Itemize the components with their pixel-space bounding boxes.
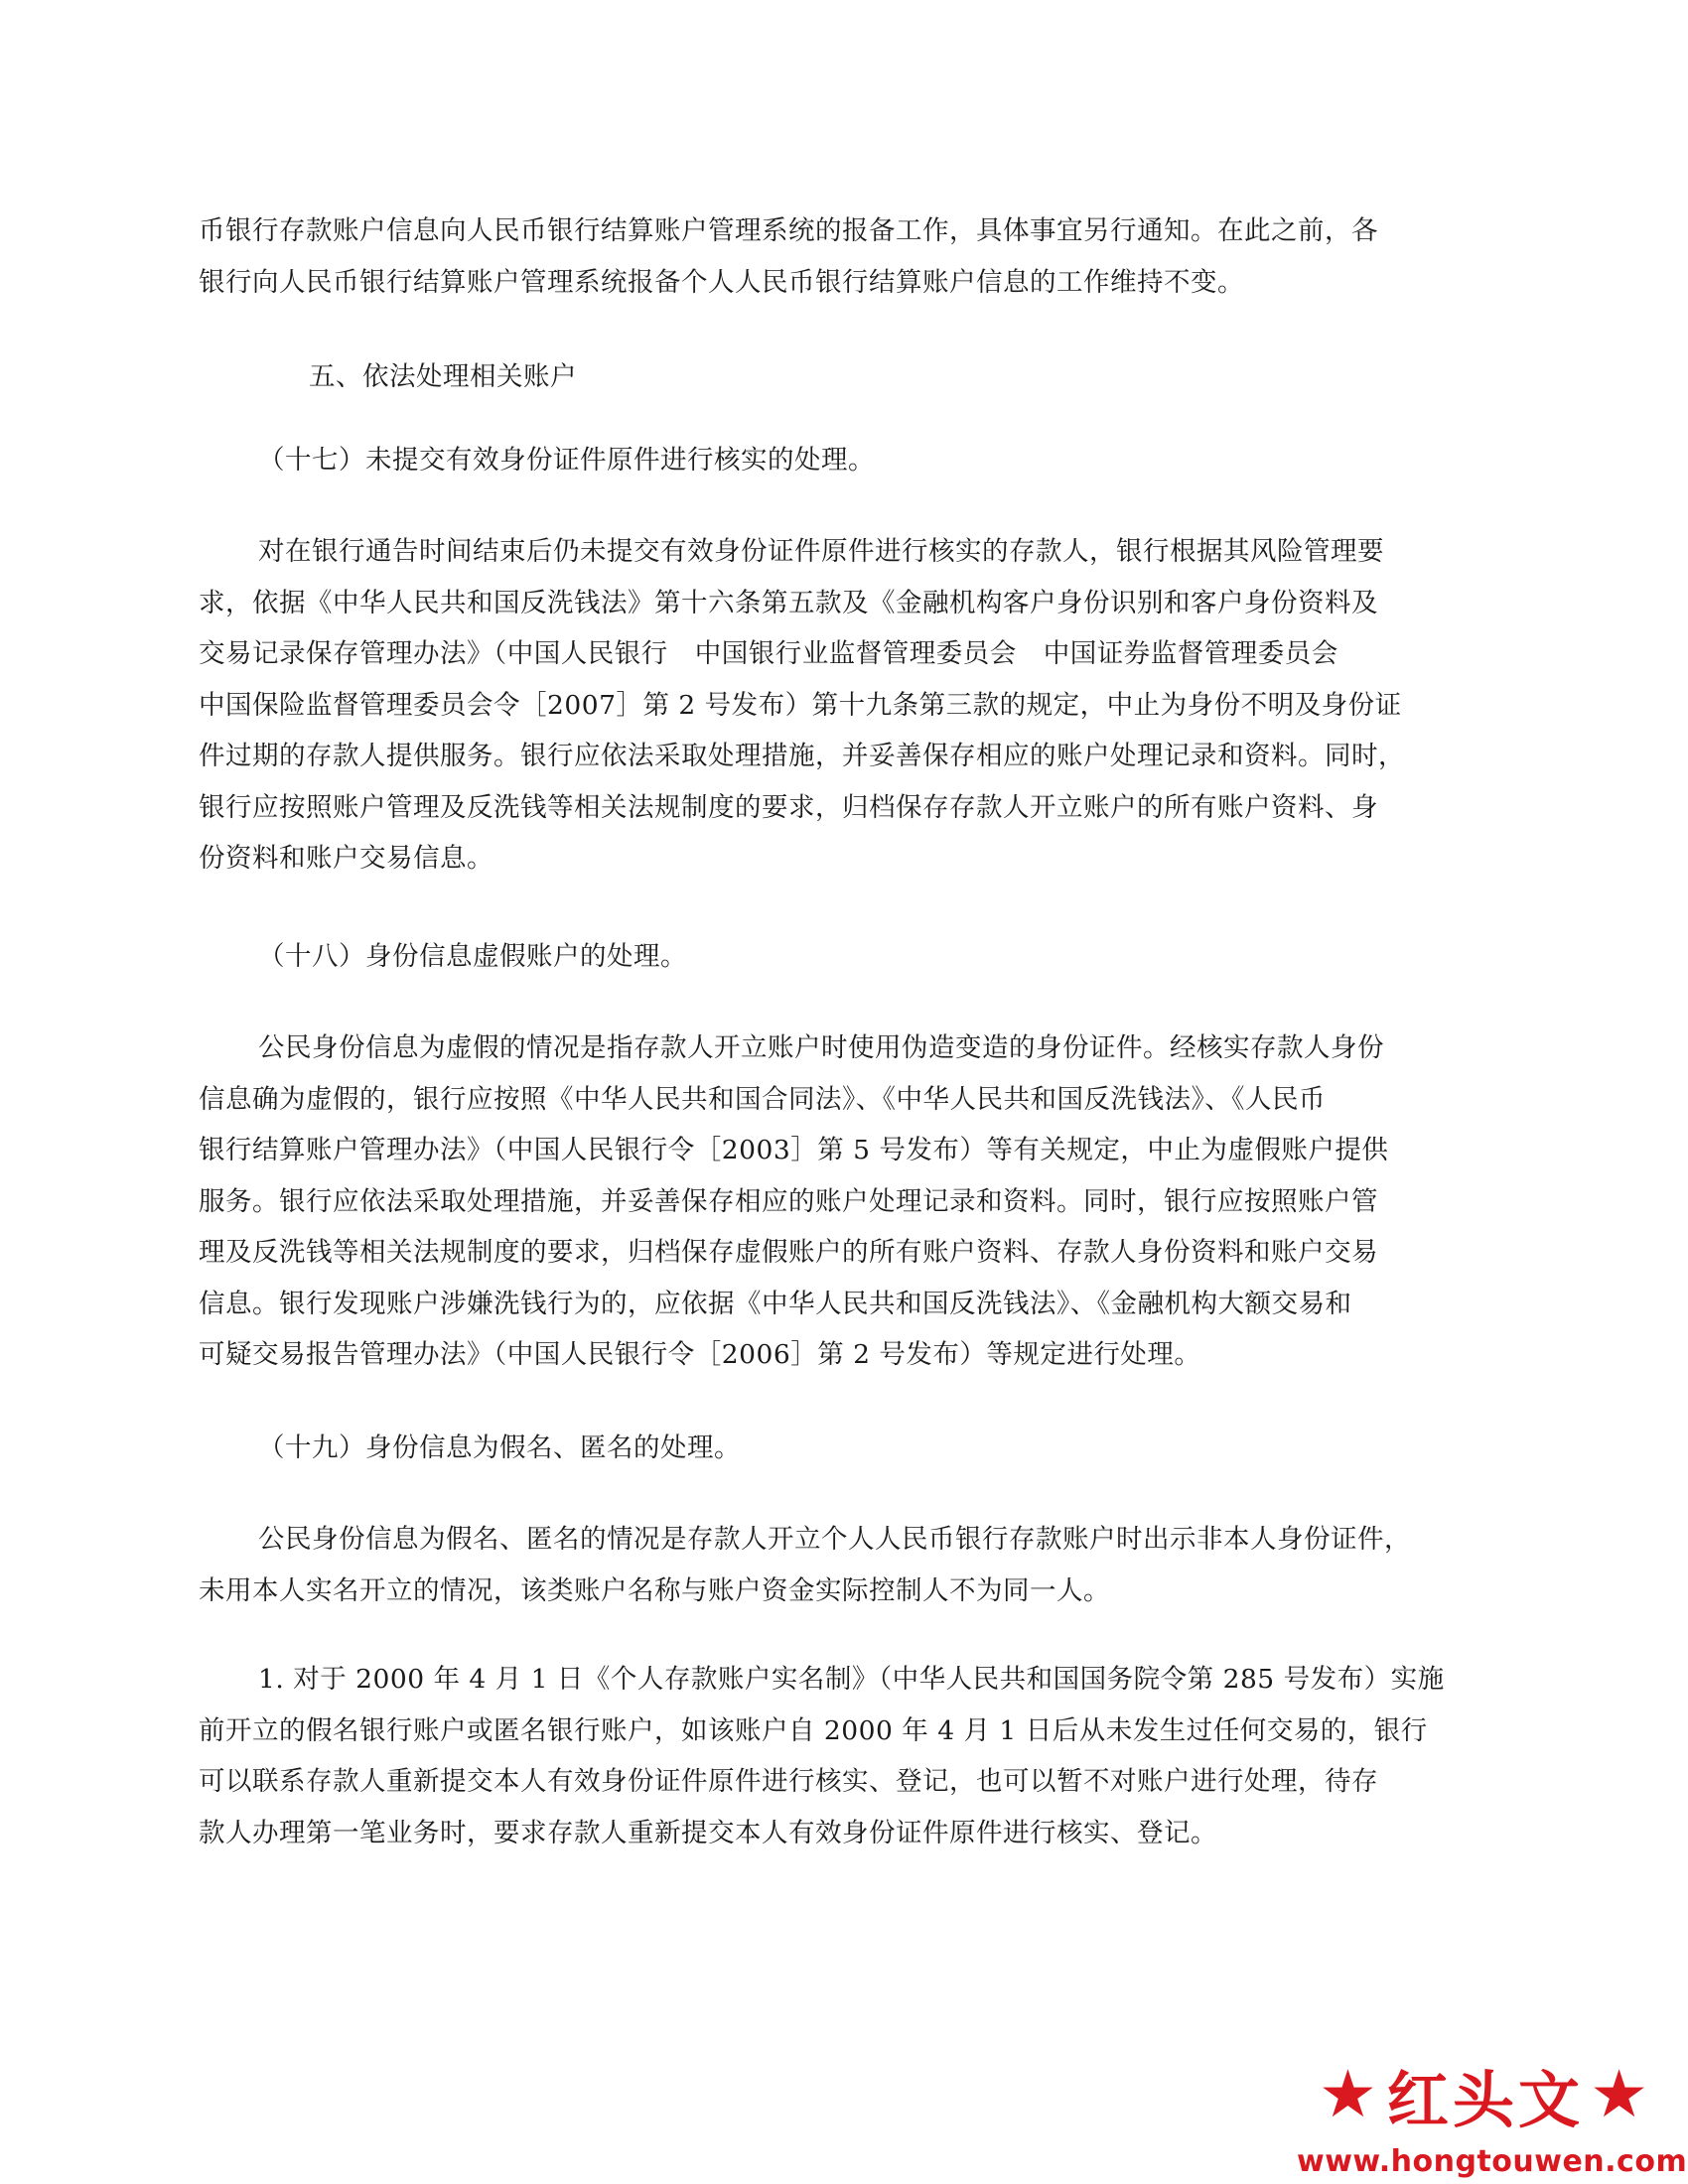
text-line: 五、依法处理相关账户 <box>309 361 577 392</box>
text-line: 信息。银行发现账户涉嫌洗钱行为的，应依据《中华人民共和国反洗钱法》、《金融机构大额交易和 <box>199 1288 1352 1319</box>
paragraph-17 <box>199 526 1489 885</box>
text-line: 前开立的假名银行账户或匿名银行账户，如该账户自 2000 年 4 月 1 日后从未发生过任何交易的，银行 <box>199 1714 1428 1746</box>
text-line: 服务。银行应依法采取处理措施，并妥善保存相应的账户处理记录和资料。同时，银行应按照账户管 <box>199 1185 1378 1217</box>
text-line: 求，依据《中华人民共和国反洗钱法》第十六条第五款及《金融机构客户身份识别和客户身份资料及 <box>199 587 1378 618</box>
text-line: 中国保险监督管理委员会令［2007］第 2 号发布）第十九条第三款的规定，中止为身份不明及身份证 <box>199 689 1402 721</box>
star-icon: ★ <box>1590 2056 1653 2132</box>
text-line: （十九）身份信息为假名、匿名的处理。 <box>258 1433 741 1463</box>
text-line: 对在银行通告时间结束后仍未提交有效身份证件原件进行核实的存款人，银行根据其风险管理要 <box>258 536 1384 567</box>
text-line: 信息确为虚假的，银行应按照《中华人民共和国合同法》、《中华人民共和国反洗钱法》、《人民币 <box>199 1083 1326 1115</box>
text-line: 可以联系存款人重新提交本人有效身份证件原件进行核实、登记，也可以暂不对账户进行处理，待存 <box>199 1766 1378 1797</box>
text-line: 款人办理第一笔业务时，要求存款人重新提交本人有效身份证件原件进行核实、登记。 <box>199 1817 1217 1848</box>
text-line: 件过期的存款人提供服务。银行应依法采取处理措施，并妥善保存相应的账户处理记录和资料。同时， <box>199 741 1405 771</box>
watermark-title <box>1297 2053 1674 2136</box>
subsection-heading-19 <box>199 1423 1489 1474</box>
text-line: （十八）身份信息虚假账户的处理。 <box>258 941 687 972</box>
site-watermark <box>1297 2053 1688 2182</box>
text-line: （十七）未提交有效身份证件原件进行核实的处理。 <box>258 445 875 476</box>
paragraph-continuation <box>199 205 1489 308</box>
watermark-url: www.hongtouwen.com <box>1297 2144 1688 2179</box>
subsection-heading-18 <box>199 931 1489 983</box>
text-line: 可疑交易报告管理办法》（中国人民银行令［2006］第 2 号发布）等规定进行处理。 <box>199 1339 1201 1370</box>
text-line: 公民身份信息为虚假的情况是指存款人开立账户时使用伪造变造的身份证件。经核实存款人身份 <box>258 1032 1384 1063</box>
star-icon: ★ <box>1318 2056 1381 2132</box>
text-line: 交易记录保存管理办法》（中国人民银行 中国银行业监督管理委员会 中国证券监督管理委员会 <box>199 638 1338 669</box>
paragraph-19 <box>199 1514 1489 1616</box>
paragraph-19-item-1 <box>199 1654 1489 1858</box>
text-line: 未用本人实名开立的情况，该类账户名称与账户资金实际控制人不为同一人。 <box>199 1574 1110 1606</box>
text-line: 银行向人民币银行结算账户管理系统报备个人人民币银行结算账户信息的工作维持不变。 <box>199 266 1244 298</box>
paragraph-18 <box>199 1023 1489 1381</box>
text-line: 银行结算账户管理办法》（中国人民银行令［2003］第 5 号发布）等有关规定，中止为虚假账户提供 <box>199 1135 1389 1165</box>
subsection-heading-17 <box>199 435 1489 486</box>
text-line: 份资料和账户交易信息。 <box>199 843 493 874</box>
text-line: 1. 对于 2000 年 4 月 1 日《个人存款账户实名制》（中华人民共和国国务院令第 285 号发布）实施 <box>258 1664 1445 1695</box>
text-line: 银行应按照账户管理及反洗钱等相关法规制度的要求，归档保存存款人开立账户的所有账户资料、身 <box>199 791 1378 823</box>
text-line: 币银行存款账户信息向人民币银行结算账户管理系统的报备工作，具体事宜另行通知。在此之前，各 <box>199 215 1378 246</box>
section-heading-five <box>199 351 1489 403</box>
watermark-text: 红头文 <box>1386 2063 1584 2136</box>
text-line: 公民身份信息为假名、匿名的情况是存款人开立个人人民币银行存款账户时出示非本人身份证件， <box>258 1524 1411 1555</box>
text-line: 理及反洗钱等相关法规制度的要求，归档保存虚假账户的所有账户资料、存款人身份资料和账户交易 <box>199 1237 1378 1268</box>
